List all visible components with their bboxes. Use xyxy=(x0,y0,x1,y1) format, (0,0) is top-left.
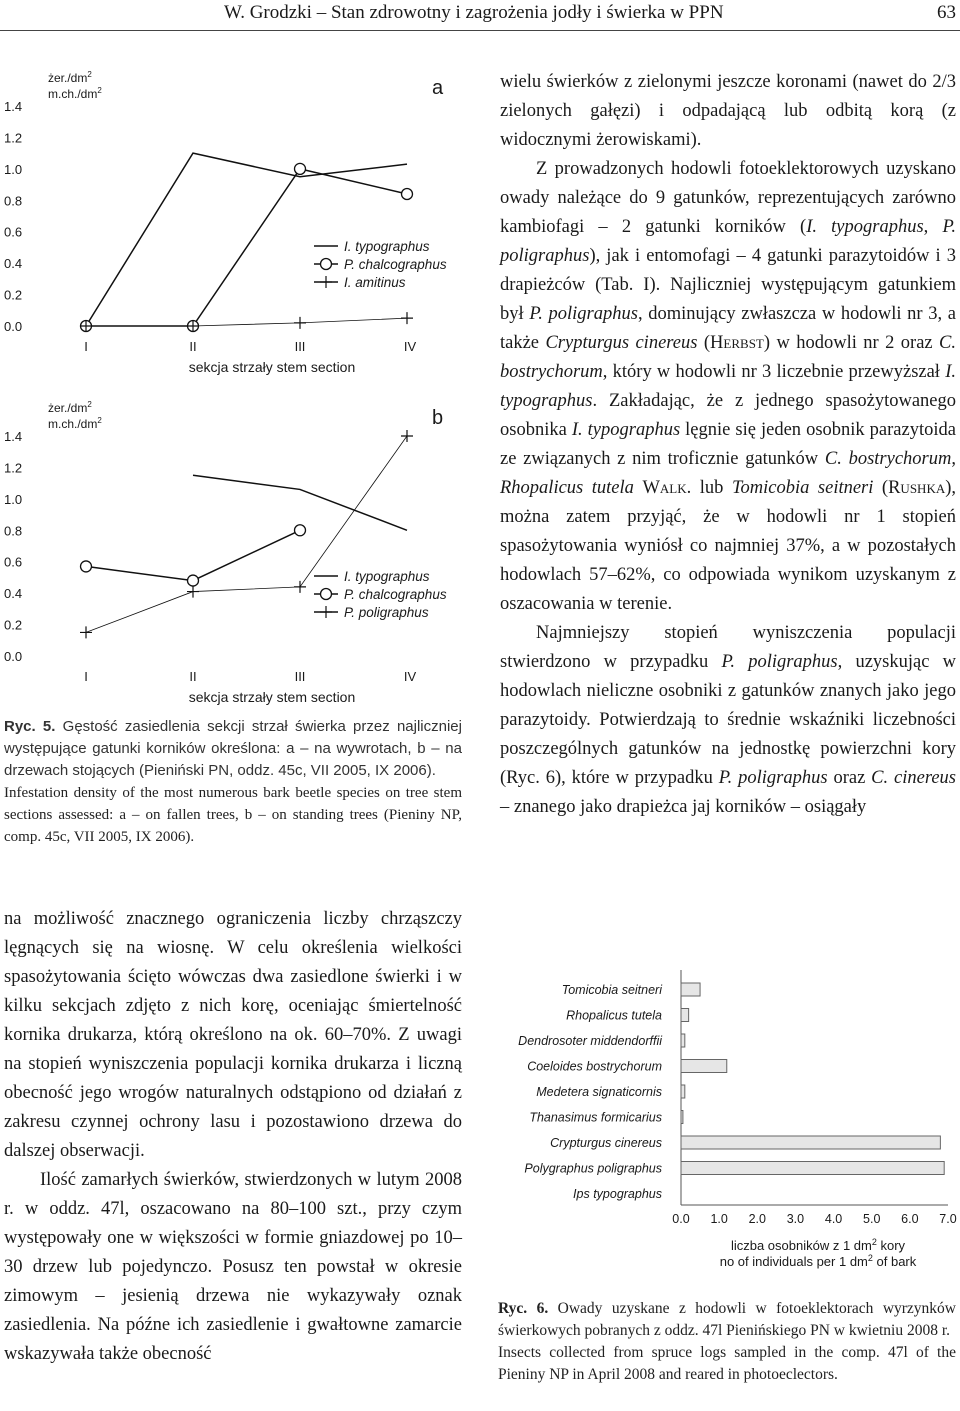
x-tick-label: 1.0 xyxy=(710,1212,728,1226)
x-tick-label: I xyxy=(84,669,88,684)
x-tick-label: IV xyxy=(403,669,417,684)
data-point-circle xyxy=(321,259,332,270)
italic-term: P. poligraphus xyxy=(500,217,956,266)
bar xyxy=(681,983,700,996)
right-column-text xyxy=(500,68,956,822)
x-tick-label: I xyxy=(84,339,88,354)
y-tick-label: 1.2 xyxy=(4,130,23,146)
category-label: Medetera signaticornis xyxy=(536,1085,662,1099)
figure-5b-chart xyxy=(0,398,470,703)
x-tick-label: III xyxy=(294,339,306,354)
italic-term: C. bostrychorum xyxy=(500,333,956,382)
category-label: Thanasimus formicarius xyxy=(529,1110,662,1125)
data-point-plus xyxy=(80,626,92,638)
figure-6-caption-en: Insects collected from spruce logs sampled in the comp. 47l of the Pieniny NP in April 2008 and reared in photoeclectors. xyxy=(498,1344,956,1383)
left-column-text xyxy=(4,905,462,1369)
header-title: W. Grodzki – Stan zdrowotny i zagrożenia jodły i świerka w PPN xyxy=(224,2,724,23)
figure-5a-chart xyxy=(0,68,470,373)
category-label: Polygraphus poligraphus xyxy=(524,1161,662,1176)
x-tick-label: II xyxy=(189,339,197,354)
data-point-circle xyxy=(402,189,413,200)
x-tick-label: 6.0 xyxy=(901,1212,919,1226)
data-point-plus xyxy=(320,276,332,288)
x-axis-title-pl: liczba osobników z 1 $dm^2$ kory xyxy=(730,1237,906,1253)
x-axis-title: sekcja strzały stem section xyxy=(188,359,356,375)
category-label: Rhopalicus tutela xyxy=(566,1008,662,1023)
x-tick-label: III xyxy=(294,669,306,684)
author-name: Walk xyxy=(642,478,687,498)
text-run: , uzyskując w hodowlach nieliczne osobniki z gatunków znanych jako jego parazytoidy. Potwierdzają to średnie wskaźniki liczebności poszczególnych gatunków na jednostkę powierzchni kory (Ryc. 6), które w przypadku xyxy=(500,652,956,788)
y-tick-label: 0.6 xyxy=(4,554,23,570)
page-number: 63 xyxy=(937,2,956,23)
y-tick-label: 0.8 xyxy=(4,193,23,209)
y-tick-label: 0.0 xyxy=(4,649,23,664)
text-run: , który w hodowli nr 3 liczebnie przewyższał xyxy=(602,362,946,382)
legend-label: P. chalcographus xyxy=(344,257,447,272)
figure-5-caption-pl: Ryc. 5. Gęstość zasiedlenia sekcji strzał świerka przez najliczniej występujące gatunki korników określona: a – na wywrotach, b – na drzewach stojących (Pieniński PN, oddz. 45c, VII 2005, IX 2006). xyxy=(4,718,462,779)
author-name: Herbst xyxy=(710,333,764,353)
paragraph: na możliwość znacznego ograniczenia liczby chrząszczy lęgnących się na wiosnę. W celu określenia wielkości spasożytowania ścięto wówczas dwa zasiedlone świerki i w kilku sekcjach zdjęto z nich korę, oceniając śmiertelność kornika drukarza, którą określono na ok. 60–70%. Z uwagi na stopień wyniszczenia populacji kornika drukarza i liczną obecność jego wrogów naturalnych odstąpiono od działań z zakresu czynnej ochrony lasu i pozostawiono drzewa do dalszej obserwacji. xyxy=(4,909,462,1161)
text-run: . lub xyxy=(686,478,732,498)
panel-letter: a xyxy=(432,77,444,99)
y-tick-label: 1.4 xyxy=(4,429,23,444)
legend-label: P. chalcographus xyxy=(344,587,447,602)
text-run: ( xyxy=(697,333,711,353)
text-run: , xyxy=(923,217,943,237)
data-point-circle xyxy=(321,589,332,600)
y-unit-label: $m.ch./dm^2$ xyxy=(48,416,102,431)
x-axis-title: sekcja strzały stem section xyxy=(188,689,356,705)
legend-label: I. typographus xyxy=(344,569,430,584)
y-tick-label: 0.2 xyxy=(4,617,23,633)
header-rule xyxy=(0,30,960,31)
italic-term: I. typographus xyxy=(500,362,956,411)
bar xyxy=(681,1085,685,1098)
y-tick-label: 0.8 xyxy=(4,523,23,539)
x-tick-label: 7.0 xyxy=(939,1212,957,1226)
figure-6-caption xyxy=(498,1298,956,1386)
legend-label: I. typographus xyxy=(344,239,430,254)
x-tick-label: 3.0 xyxy=(786,1212,805,1226)
bar xyxy=(681,1111,683,1124)
y-unit-label: $m.ch./dm^2$ xyxy=(48,86,102,101)
y-tick-label: 0.4 xyxy=(4,586,23,602)
data-point-plus xyxy=(187,586,199,598)
paragraph xyxy=(500,619,956,822)
italic-term: I. typographus xyxy=(806,217,924,237)
panel-letter: b xyxy=(432,407,444,429)
data-point-circle xyxy=(81,561,92,572)
text-run: ) w hodowli nr 2 oraz xyxy=(763,333,940,353)
text-run: Z prowadzonych hodowli fotoeklektorowych uzyskano owady należące do 9 gatunków, reprezentujących zarówno kambiofagi – 2 gatunki korników ( xyxy=(500,159,956,237)
italic-term: P. poligraphus xyxy=(529,304,638,324)
italic-term: P. poligraphus xyxy=(718,768,828,788)
category-label: Crypturgus cinereus xyxy=(550,1136,662,1150)
text-run: – znanego jako drapieżca jaj korników – osiągały xyxy=(500,797,867,817)
y-tick-label: 0.4 xyxy=(4,256,23,272)
paragraph xyxy=(500,155,956,619)
x-tick-label: 0.0 xyxy=(672,1212,690,1226)
series-line xyxy=(86,436,407,632)
figure-6-caption-pl: Ryc. 6. Owady uzyskane z hodowli w fotoeklektorach wyrzynków świerkowych pobranych z oddz. 47l Pienińskiego PN w kwietniu 2008 r. xyxy=(498,1300,956,1339)
italic-term: C. bostrychorum xyxy=(824,449,952,469)
text-run: ), można zatem przyjąć, że w hodowli nr 1 stopień spasożytowania wyniósł co najmniej 37%, a w pozostałych hodowlach 57–62%, co odpowiada wynikom uzyskanym z oszacowania w terenie. xyxy=(500,478,957,614)
y-unit-label: $żer./dm^2$ xyxy=(48,70,92,85)
bar xyxy=(681,1009,689,1022)
category-label: Dendrosoter middendorffii xyxy=(518,1034,662,1048)
italic-term: Crypturgus cinereus xyxy=(545,333,698,353)
legend-label: P. poligraphus xyxy=(344,605,429,620)
series-line xyxy=(86,530,300,580)
paragraph: Ilość zamarłych świerków, stwierdzonych w lutym 2008 r. w oddz. 47l, oszacowano na 80–100 szt., przy czym występowały one w większości w formie gniazdowej po 10–30 drzew lub pojedynczo. Posusz ten powstał w okresie zimowym – jesienią drzewa nie wykazywały oznak zasiedlenia. Na późne ich zasiedlenie i gwałtowne zamarcie wskazywała także obecność xyxy=(4,1170,462,1364)
y-tick-label: 0.2 xyxy=(4,287,23,303)
y-tick-label: 1.0 xyxy=(4,161,23,177)
text-run: , dominujący zwłaszcza w hodowli nr 3, a także xyxy=(500,304,957,353)
paragraph: wielu świerków z zielonymi jeszcze koronami (nawet do 2/3 zielonych gałęzi) i odpadającą lub odbitą korą (z widocznymi żerowiskami). xyxy=(500,72,956,150)
category-label: Tomicobia seitneri xyxy=(561,983,662,997)
italic-term: Rhopalicus tutela xyxy=(500,478,634,498)
data-point-plus xyxy=(401,430,413,442)
text-run: , xyxy=(951,449,956,469)
y-tick-label: 1.2 xyxy=(4,460,23,476)
italic-term: P. poligraphus xyxy=(721,652,838,672)
figure-5-label: Ryc. 5. xyxy=(4,718,56,735)
data-point-plus xyxy=(320,606,332,618)
figure-6-label: Ryc. 6. xyxy=(498,1300,549,1317)
x-tick-label: 4.0 xyxy=(824,1212,843,1226)
bar xyxy=(681,1136,940,1149)
x-tick-label: 2.0 xyxy=(748,1212,766,1226)
series-line xyxy=(86,318,407,326)
data-point-circle xyxy=(188,575,199,586)
figure-5-caption xyxy=(4,716,462,848)
text-run: oraz xyxy=(827,768,872,788)
bar xyxy=(681,1034,685,1047)
author-name: Rushka xyxy=(888,478,946,498)
italic-term: I. typographus xyxy=(571,420,681,440)
category-label: Coeloides bostrychorum xyxy=(527,1059,662,1074)
bar xyxy=(681,1060,727,1073)
y-tick-label: 0.0 xyxy=(4,319,23,334)
figure-5-caption-en: Infestation density of the most numerous bark beetle species on tree stem sections assessed: a – on fallen trees, b – on standing trees (Pieniny NP, comp. 45c, VII 2005, IX 2006). xyxy=(4,785,462,845)
data-point-circle xyxy=(295,525,306,536)
x-tick-label: IV xyxy=(403,339,417,354)
text-run: ( xyxy=(873,478,889,498)
x-axis-title-en: no of individuals per 1 $dm^2$ of bark xyxy=(719,1253,917,1269)
italic-term: C. cinereus xyxy=(871,768,956,788)
data-point-plus xyxy=(294,317,306,329)
figure-6-chart xyxy=(490,970,960,1280)
italic-term: Tomicobia seitneri xyxy=(731,478,874,498)
legend-label: I. amitinus xyxy=(344,275,406,290)
series-line xyxy=(193,475,407,530)
data-point-plus xyxy=(401,312,413,324)
x-tick-label: II xyxy=(189,669,197,684)
data-point-circle xyxy=(295,163,306,174)
text-run: ), jak i entomofagi – 4 gatunki parazytoidów i 3 drapieżców (Tab. I). Najliczniej występującym gatunkiem był xyxy=(500,246,956,324)
text-run: lęgnie się jeden osobnik parazytoida ze związanych z nim troficznie gatunków xyxy=(500,420,956,469)
x-tick-label: 5.0 xyxy=(863,1212,881,1226)
running-header xyxy=(0,0,960,24)
y-tick-label: 0.6 xyxy=(4,224,23,240)
text-run: Najmniejszy stopień wyniszczenia populacji stwierdzono w przypadku xyxy=(500,623,956,672)
category-label: Ips typographus xyxy=(573,1187,662,1201)
y-tick-label: 1.0 xyxy=(4,491,23,507)
data-point-plus xyxy=(294,581,306,593)
text-run: . Zakładając, że z jednego spasożytowanego osobnika xyxy=(500,391,956,440)
bar xyxy=(681,1162,944,1175)
y-unit-label: $żer./dm^2$ xyxy=(48,400,92,415)
y-tick-label: 1.4 xyxy=(4,99,23,114)
